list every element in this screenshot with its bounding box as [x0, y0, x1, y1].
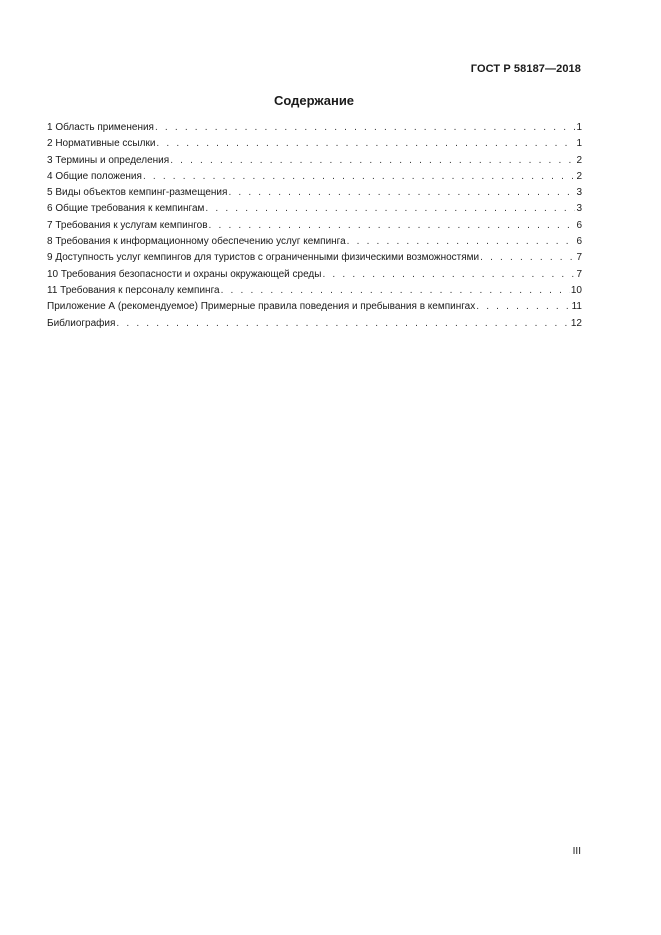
toc-entry-text: Приложение А (рекомендуемое) Примерные правила поведения и пребывания в кемпингах	[47, 301, 476, 313]
toc-entry[interactable]	[47, 136, 582, 152]
toc-entry-page: 2	[576, 154, 582, 166]
toc-entry-page: 7	[576, 252, 582, 264]
toc-entry-page: 7	[576, 268, 582, 280]
document-code: ГОСТ Р 58187—2018	[470, 63, 581, 75]
toc-dot-leader	[170, 153, 575, 169]
toc-entry-page: 1	[576, 138, 582, 150]
toc-dot-leader	[228, 185, 575, 201]
toc-entry-text: 6 Общие требования к кемпингам	[47, 203, 205, 215]
toc-entry[interactable]	[47, 218, 582, 234]
toc-entry-page: 11	[571, 301, 582, 313]
toc-dot-leader	[476, 299, 570, 315]
toc-dot-leader	[322, 267, 575, 283]
toc-entry-text: 3 Термины и определения	[47, 154, 170, 166]
toc-entry[interactable]	[47, 169, 582, 185]
toc-entry-text: 8 Требования к информационному обеспечению услуг кемпинга	[47, 236, 346, 248]
toc-entry-page: 1	[576, 122, 582, 133]
toc-entry[interactable]	[47, 299, 582, 315]
page-number: III	[572, 846, 581, 857]
toc-entry[interactable]	[47, 316, 582, 332]
toc-entry[interactable]	[47, 267, 582, 283]
toc-entry[interactable]	[47, 120, 582, 136]
toc-entry-page: 10	[570, 284, 582, 296]
toc-dot-leader	[116, 316, 569, 332]
toc-entry-page: 12	[570, 317, 582, 329]
toc-entry-page: 3	[576, 187, 582, 199]
toc-entry[interactable]	[47, 153, 582, 169]
toc-entry[interactable]	[47, 185, 582, 201]
toc-entry[interactable]	[47, 250, 582, 266]
toc-entry-text: 5 Виды объектов кемпинг-размещения	[47, 187, 228, 199]
toc-dot-leader	[143, 169, 576, 185]
toc-entry-text: Библиография	[47, 317, 116, 329]
toc-dot-leader	[156, 136, 575, 152]
toc-entry-text: 1 Область применения	[47, 122, 154, 133]
toc-entry[interactable]	[47, 234, 582, 250]
toc-entry-page: 2	[576, 170, 582, 182]
toc-title: Содержание	[273, 93, 355, 108]
toc-dot-leader	[221, 283, 570, 299]
toc-entry-text: 10 Требования безопасности и охраны окружающей среды	[47, 268, 322, 280]
table-of-contents	[47, 120, 582, 332]
toc-entry[interactable]	[47, 283, 582, 299]
toc-dot-leader	[205, 201, 575, 217]
toc-entry-page: 6	[576, 219, 582, 231]
toc-entry[interactable]	[47, 201, 582, 217]
toc-entry-page: 3	[576, 203, 582, 215]
toc-entry-text: 7 Требования к услугам кемпингов	[47, 219, 208, 231]
toc-dot-leader	[209, 218, 576, 234]
toc-dot-leader	[155, 120, 575, 136]
toc-entry-text: 4 Общие положения	[47, 170, 142, 182]
toc-entry-text: 2 Нормативные ссылки	[47, 138, 156, 150]
toc-dot-leader	[347, 234, 576, 250]
toc-dot-leader	[480, 250, 575, 266]
toc-entry-text: 9 Доступность услуг кемпингов для туристов с ограниченными физическими возможностями	[47, 252, 480, 264]
toc-entry-page: 6	[576, 236, 582, 248]
toc-entry-text: 11 Требования к персоналу кемпинга	[47, 284, 220, 296]
